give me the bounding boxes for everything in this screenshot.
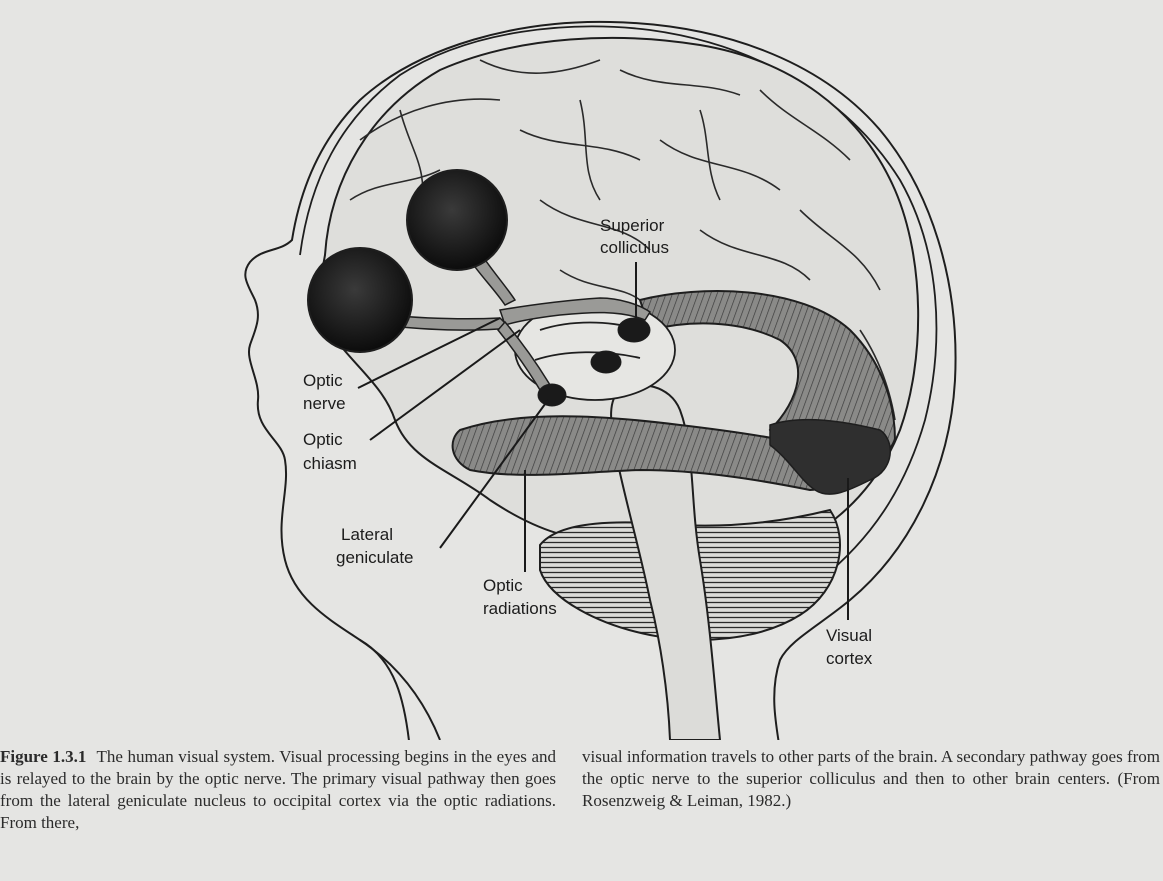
- caption-text-right: visual information travels to other parts of the brain. A secondary pathway goes from the optic nerve to the superior colliculus and then to other brain centers. (From Rosenzweig & Leiman, 1982.): [582, 747, 1160, 810]
- label-lateral-geniculate-line1: Lateral: [341, 525, 393, 544]
- label-visual-cortex-line1: Visual: [826, 626, 872, 645]
- label-superior-colliculus-line1: Superior: [600, 216, 665, 235]
- label-optic-radiations-line2: radiations: [483, 599, 557, 618]
- thalamic-nucleus: [591, 351, 621, 373]
- label-optic-nerve-line1: Optic: [303, 371, 343, 390]
- eye-left: [308, 248, 412, 352]
- label-optic-chiasm-line1: Optic: [303, 430, 343, 449]
- label-optic-chiasm-line2: chiasm: [303, 454, 357, 473]
- superior-colliculus-nucleus: [618, 318, 650, 342]
- caption-text-left: The human visual system. Visual processing begins in the eyes and is relayed to the brain by the optic nerve. The primary visual pathway then goes from the lateral geniculate nucleus to occipital cortex via the optic radiations. From there,: [0, 747, 556, 832]
- figure-caption-column-1: [0, 746, 556, 834]
- label-optic-nerve-line2: nerve: [303, 394, 346, 413]
- label-visual-cortex-line2: cortex: [826, 649, 873, 668]
- figure-caption-column-2: [582, 746, 1160, 812]
- lateral-geniculate-nucleus: [538, 384, 566, 406]
- figure-number: Figure 1.3.1: [0, 747, 87, 766]
- label-superior-colliculus-line2: colliculus: [600, 238, 669, 257]
- eye-right: [407, 170, 507, 270]
- label-optic-radiations-line1: Optic: [483, 576, 523, 595]
- label-lateral-geniculate-line2: geniculate: [336, 548, 414, 567]
